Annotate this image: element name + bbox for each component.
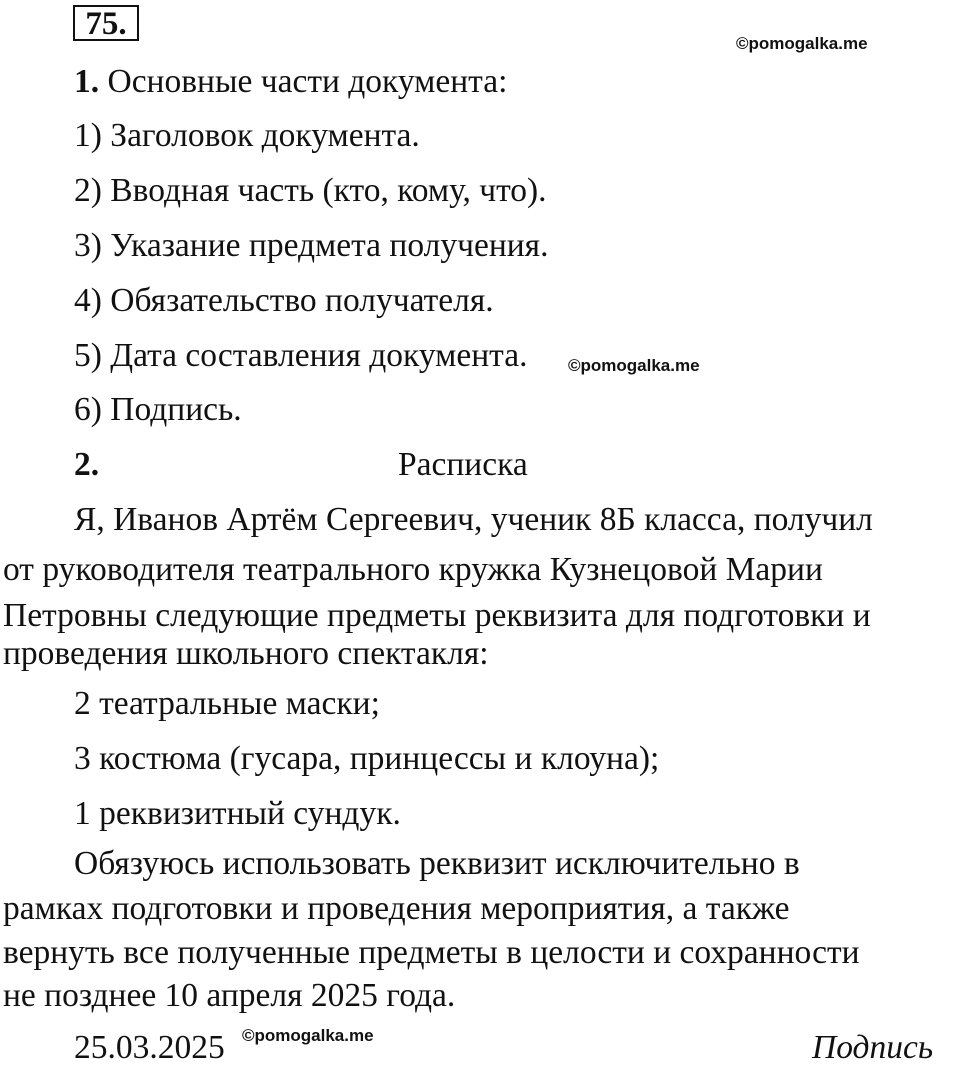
intro-line: Я, Иванов Артём Сергеевич, ученик 8Б класса, получил <box>74 501 873 538</box>
intro-line: Петровны следующие предметы реквизита для подготовки и <box>3 597 871 634</box>
list-item: 3 костюма (гусара, принцессы и клоуна); <box>74 740 660 777</box>
obligation-line: не позднее 10 апреля 2025 года. <box>3 977 456 1014</box>
document-date: 25.03.2025 <box>74 1029 225 1066</box>
part1-item: 3) Указание предмета получения. <box>74 227 549 264</box>
obligation-line: Обязуюсь использовать реквизит исключительно в <box>74 845 800 882</box>
part1-item: 5) Дата составления документа. <box>74 337 528 374</box>
part1-heading <box>74 62 507 102</box>
part1-item: 1) Заголовок документа. <box>74 117 420 154</box>
list-item: 1 реквизитный сундук. <box>74 795 401 832</box>
intro-line: проведения школьного спектакля: <box>3 635 489 672</box>
part1-number: 1. <box>74 63 100 100</box>
part1-item: 2) Вводная часть (кто, кому, что). <box>74 172 547 209</box>
watermark-bottom: ©pomogalka.me <box>242 1026 374 1045</box>
signature: Подпись <box>812 1029 934 1066</box>
part1-item: 4) Обязательство получателя. <box>74 282 494 319</box>
document-title: Расписка <box>398 446 528 483</box>
part1-heading-text: Основные части документа: <box>99 63 508 100</box>
obligation-line: рамках подготовки и проведения мероприятия, а также <box>3 890 790 927</box>
part1-item: 6) Подпись. <box>74 391 242 428</box>
obligation-line: вернуть все полученные предметы в целости и сохранности <box>3 934 860 971</box>
list-item: 2 театральные маски; <box>74 685 380 722</box>
watermark-middle: ©pomogalka.me <box>568 356 700 375</box>
intro-line: от руководителя театрального кружка Кузнецовой Марии <box>3 551 823 588</box>
part2-number: 2. <box>74 446 100 483</box>
watermark-top: ©pomogalka.me <box>736 34 868 53</box>
task-number-box: 75. <box>73 5 139 41</box>
